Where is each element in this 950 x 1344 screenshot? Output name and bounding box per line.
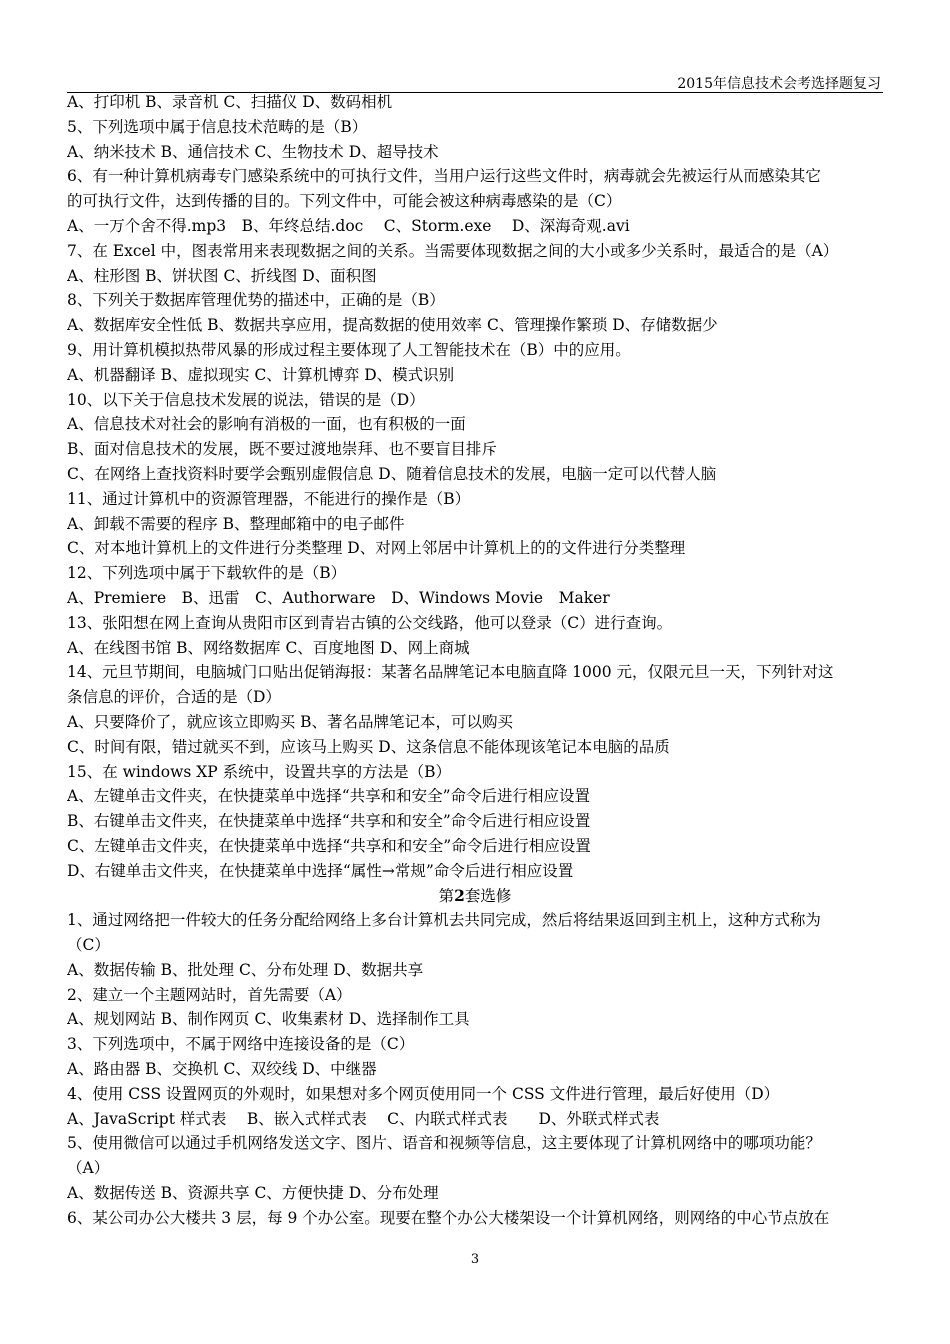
text-line: A、机器翻译 B、虚拟现实 C、计算机博弈 D、模式识别	[67, 365, 455, 384]
text-line: A、Premiere B、迅雷 C、Authorware D、Windows Movie Maker	[67, 588, 610, 607]
text-line: A、规划网站 B、制作网页 C、收集素材 D、选择制作工具	[67, 1010, 470, 1029]
text-line: A、柱形图 B、饼状图 C、折线图 D、面积图	[67, 266, 377, 285]
text-line: A、数据库安全性低 B、数据共享应用，提高数据的使用效率 C、管理操作繁琐 D、存储数据少	[67, 316, 718, 335]
text-line: 13、张阳想在网上查询从贵阳市区到青岩古镇的公交线路，他可以登录（C）进行查询。	[67, 613, 673, 632]
text-line: A、在线图书馆 B、网络数据库 C、百度地图 D、网上商城	[67, 638, 470, 657]
text-line: 6、某公司办公大楼共 3 层，每 9 个办公室。现要在整个办公大楼架设一个计算机网络，则网络的中心节点放在	[67, 1208, 830, 1227]
text-line: （C）	[67, 936, 110, 955]
text-line: D、右键单击文件夹，在快捷菜单中选择“属性→常规”命令后进行相应设置	[67, 861, 574, 880]
text-line: 11、通过计算机中的资源管理器，不能进行的操作是（B）	[67, 489, 471, 508]
text-line: 15、在 windows XP 系统中，设置共享的方法是（B）	[67, 762, 452, 781]
text-line: A、路由器 B、交换机 C、双绞线 D、中继器	[67, 1060, 377, 1079]
text-line: 4、使用 CSS 设置网页的外观时，如果想对多个网页使用同一个 CSS 文件进行管理，最后好使用（D）	[67, 1084, 780, 1103]
text-line: A、打印机 B、录音机 C、扫描仪 D、数码相机	[67, 93, 393, 111]
text-line: 7、在 Excel 中，图表常用来表现数据之间的关系。当需要体现数据之间的大小或多少关系时，最适合的是（A）	[67, 241, 839, 260]
text-line: 14、元旦节期间，电脑城门口贴出促销海报：某著名品牌笔记本电脑直降 1000 元，仅限元旦一天，下列针对这	[67, 663, 834, 682]
text-line: 12、下列选项中属于下载软件的是（B）	[67, 564, 347, 583]
text-line: C、左键单击文件夹，在快捷菜单中选择“共享和和安全”命令后进行相应设置	[67, 836, 591, 855]
question-block-1	[67, 90, 883, 884]
text-line: 条信息的评价，合适的是（D）	[67, 688, 281, 707]
question-block-2	[67, 908, 883, 1230]
text-line: C、时间有限，错过就买不到，应该马上购买 D、这条信息不能体现该笔记本电脑的品质	[67, 737, 670, 756]
text-line: A、纳米技术 B、通信技术 C、生物技术 D、超导技术	[67, 142, 439, 161]
text-line: 5、使用微信可以通过手机网络发送文字、图片、语音和视频等信息，这主要体现了计算机网络中的哪项功能？	[67, 1134, 821, 1153]
text-line: A、JavaScript 样式表 B、嵌入式样式表 C、内联式样式表 D、外联式样式表	[67, 1109, 660, 1128]
text-line: A、信息技术对社会的影响有消极的一面，也有积极的一面	[67, 415, 466, 434]
text-line: A、数据传输 B、批处理 C、分布处理 D、数据共享	[67, 960, 424, 979]
document-body	[67, 90, 883, 1231]
section-number: 2	[454, 885, 465, 905]
text-line: 5、下列选项中属于信息技术范畴的是（B）	[67, 117, 368, 136]
text-line: A、一万个舍不得.mp3 B、年终总结.doc C、Storm.exe D、深海奇观.avi	[67, 216, 630, 235]
text-line: 1、通过网络把一件较大的任务分配给网络上多台计算机去共同完成，然后将结果返回到主机上，这种方式称为	[67, 911, 821, 930]
text-line: 9、用计算机模拟热带风暴的形成过程主要体现了人工智能技术在（B）中的应用。	[67, 340, 631, 359]
page-number: 3	[470, 1252, 480, 1267]
text-line: 6、有一种计算机病毒专门感染系统中的可执行文件，当用户运行这些文件时，病毒就会先被运行从而感染其它	[67, 167, 821, 186]
text-line: 8、下列关于数据库管理优势的描述中，正确的是（B）	[67, 291, 445, 310]
text-line: A、数据传送 B、资源共享 C、方便快捷 D、分布处理	[67, 1184, 439, 1203]
text-line: A、左键单击文件夹，在快捷菜单中选择“共享和和安全”命令后进行相应设置	[67, 787, 591, 806]
text-line: 10、以下关于信息技术发展的说法，错误的是（D）	[67, 390, 425, 409]
text-line: A、卸载不需要的程序 B、整理邮箱中的电子邮件	[67, 514, 405, 533]
section-heading: 第2套选修	[438, 885, 512, 905]
text-line: 2、建立一个主题网站时，首先需要（A）	[67, 985, 352, 1004]
text-line: （A）	[67, 1159, 110, 1178]
text-line: 3、下列选项中，不属于网络中连接设备的是（C）	[67, 1035, 415, 1054]
text-line: A、只要降价了，就应该立即购买 B、著名品牌笔记本，可以购买	[67, 712, 514, 731]
text-line: C、对本地计算机上的文件进行分类整理 D、对网上邻居中计算机上的的文件进行分类整理	[67, 539, 686, 558]
text-line: B、面对信息技术的发展，既不要过渡地崇拜、也不要盲目排斥	[67, 440, 497, 459]
header-title: 2015年信息技术会考选择题复习	[677, 76, 881, 92]
text-line: B、右键单击文件夹，在快捷菜单中选择“共享和和安全”命令后进行相应设置	[67, 812, 591, 831]
text-line: 的可执行文件，达到传播的目的。下列文件中，可能会被这种病毒感染的是（C）	[67, 192, 622, 211]
text-line: C、在网络上查找资料时要学会甄别虚假信息 D、随着信息技术的发展，电脑一定可以代替人脑	[67, 464, 717, 483]
